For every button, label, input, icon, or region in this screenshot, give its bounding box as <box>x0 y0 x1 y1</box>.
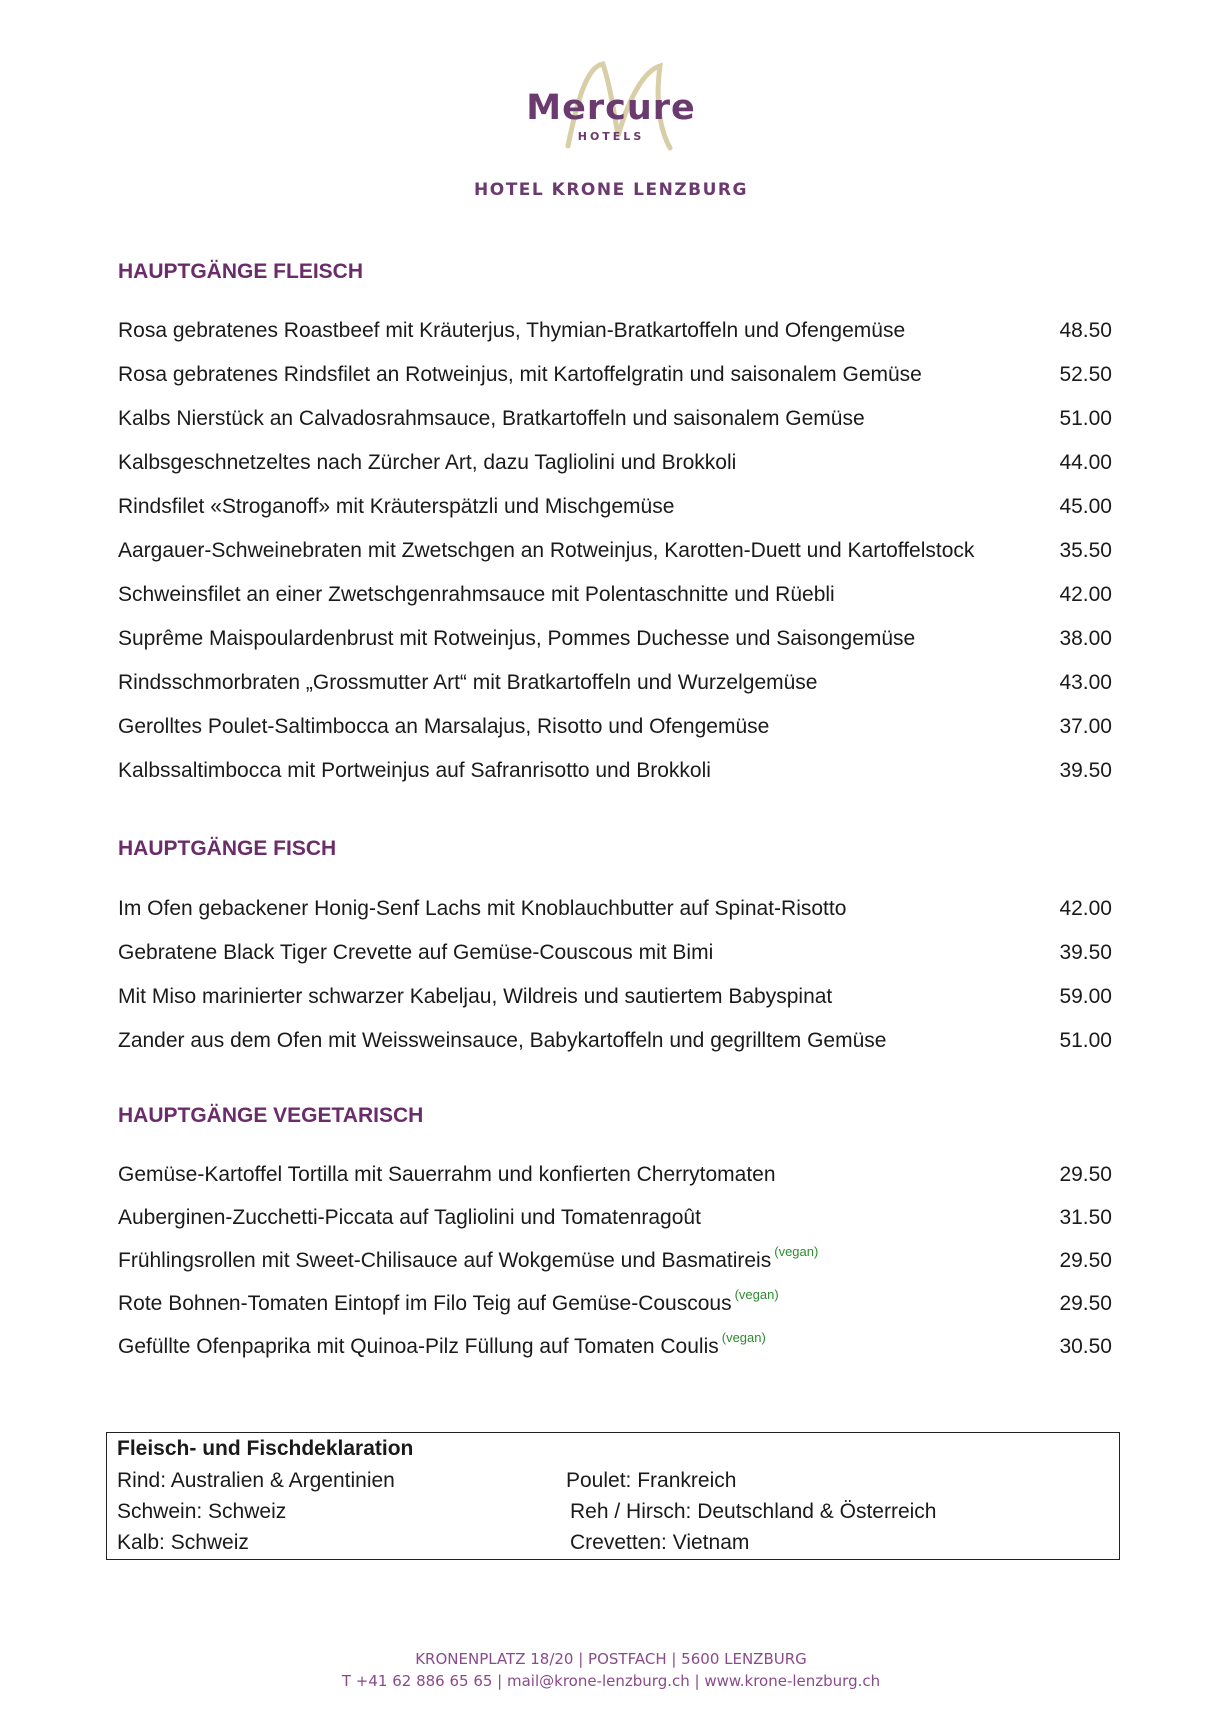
menu-item <box>118 897 1112 927</box>
dish-name: Rote Bohnen-Tomaten Eintopf im Filo Teig auf Gemüse-Couscous $^{(vegan)}$ <box>118 1287 779 1315</box>
menu-item <box>118 451 1112 481</box>
dish-name: Gemüse-Kartoffel Tortilla mit Sauerrahm und konfierten Cherrytomaten <box>118 1163 776 1186</box>
footer-address: KRONENPLATZ 18/20 | POSTFACH | 5600 LENZBURG <box>415 1650 807 1668</box>
declaration-item: Schwein: Schweiz <box>117 1500 287 1523</box>
dish-price: 29.50 <box>1059 1249 1112 1272</box>
origin-declaration-box <box>106 1432 1120 1560</box>
vegan-tag: (vegan) <box>721 1330 766 1345</box>
menu-item <box>118 671 1112 701</box>
declaration-title: Fleisch- und Fischdeklaration <box>117 1437 414 1460</box>
declaration-item: Reh / Hirsch: Deutschland & Österreich <box>570 1500 937 1523</box>
vegan-tag: (vegan) <box>734 1287 779 1302</box>
dish-price: 29.50 <box>1059 1163 1112 1186</box>
vegan-tag: (vegan) <box>774 1244 819 1259</box>
dish-price: 45.00 <box>1059 495 1112 518</box>
menu-item <box>118 1287 1112 1322</box>
dish-name: Gebratene Black Tiger Crevette auf Gemüse-Couscous mit Bimi <box>118 941 714 964</box>
section-title-fisch: HAUPTGÄNGE FISCH <box>118 837 337 860</box>
declaration-item: Crevetten: Vietnam <box>570 1531 750 1554</box>
dish-name: Suprême Maispoulardenbrust mit Rotweinjus, Pommes Duchesse und Saisongemüse <box>118 627 916 650</box>
declaration-item: Rind: Australien & Argentinien <box>117 1469 395 1492</box>
dish-price: 29.50 <box>1059 1292 1112 1315</box>
dish-name: Gerolltes Poulet-Saltimbocca an Marsalajus, Risotto und Ofengemüse <box>118 715 770 738</box>
dish-price: 44.00 <box>1059 451 1112 474</box>
dish-price: 37.00 <box>1059 715 1112 738</box>
hotel-logo <box>0 48 1222 158</box>
menu-item <box>118 759 1112 789</box>
dish-name: Rindsschmorbraten „Grossmutter Art“ mit Bratkartoffeln und Wurzelgemüse <box>118 671 818 694</box>
dish-name: Zander aus dem Ofen mit Weissweinsauce, Babykartoffeln und gegrilltem Gemüse <box>118 1029 887 1052</box>
dish-name: Kalbsgeschnetzeltes nach Zürcher Art, dazu Tagliolini und Brokkoli <box>118 451 737 474</box>
declaration-item: Kalb: Schweiz <box>117 1531 249 1554</box>
dish-price: 43.00 <box>1059 671 1112 694</box>
menu-item <box>118 1029 1112 1059</box>
footer-contact: T +41 62 886 65 65 | mail@krone-lenzburg.ch | www.krone-lenzburg.ch <box>341 1672 881 1690</box>
section-title-vegetarisch: HAUPTGÄNGE VEGETARISCH <box>118 1104 424 1127</box>
dish-price: 35.50 <box>1059 539 1112 562</box>
hotel-name: HOTEL KRONE LENZBURG <box>474 180 748 200</box>
dish-price: 31.50 <box>1059 1206 1112 1229</box>
menu-item <box>118 715 1112 745</box>
dish-name: Im Ofen gebackener Honig-Senf Lachs mit Knoblauchbutter auf Spinat-Risotto <box>118 897 847 920</box>
menu-item <box>118 1330 1112 1365</box>
dish-price: 39.50 <box>1059 759 1112 782</box>
dish-price: 59.00 <box>1059 985 1112 1008</box>
declaration-item: Poulet: Frankreich <box>566 1469 737 1492</box>
logo-wordmark: Mercure <box>526 88 696 128</box>
menu-item <box>118 941 1112 971</box>
dish-name: Aargauer-Schweinebraten mit Zwetschgen an Rotweinjus, Karotten-Duett und Kartoffelstock <box>118 539 975 562</box>
dish-name: Rosa gebratenes Roastbeef mit Kräuterjus, Thymian-Bratkartoffeln und Ofengemüse <box>118 319 906 342</box>
dish-price: 52.50 <box>1059 363 1112 386</box>
dish-price: 38.00 <box>1059 627 1112 650</box>
dish-price: 51.00 <box>1059 1029 1112 1052</box>
dish-price: 48.50 <box>1059 319 1112 342</box>
menu-item <box>118 363 1112 393</box>
dish-price: 30.50 <box>1059 1335 1112 1358</box>
dish-name: Gefüllte Ofenpaprika mit Quinoa-Pilz Füllung auf Tomaten Coulis $^{(vegan)}$ <box>118 1330 766 1358</box>
section-title-fleisch: HAUPTGÄNGE FLEISCH <box>118 260 364 283</box>
dish-name: Auberginen-Zucchetti-Piccata auf Tagliolini und Tomatenragoût <box>118 1206 701 1229</box>
dish-price: 39.50 <box>1059 941 1112 964</box>
dish-name: Rindsfilet «Stroganoff» mit Kräuterspätzli und Mischgemüse <box>118 495 675 518</box>
dish-name: Kalbssaltimbocca mit Portweinjus auf Safranrisotto und Brokkoli <box>118 759 711 782</box>
menu-item <box>118 583 1112 613</box>
dish-price: 51.00 <box>1059 407 1112 430</box>
menu-item <box>118 407 1112 437</box>
dish-price: 42.00 <box>1059 583 1112 606</box>
dish-price: 42.00 <box>1059 897 1112 920</box>
dish-name: Schweinsfilet an einer Zwetschgenrahmsauce mit Polentaschnitte und Rüebli <box>118 583 835 606</box>
dish-name: Kalbs Nierstück an Calvadosrahmsauce, Bratkartoffeln und saisonalem Gemüse <box>118 407 865 430</box>
menu-item <box>118 319 1112 349</box>
dish-name: Rosa gebratenes Rindsfilet an Rotweinjus, mit Kartoffelgratin und saisonalem Gemüse <box>118 363 922 386</box>
dish-name: Mit Miso marinierter schwarzer Kabeljau, Wildreis und sautiertem Babyspinat <box>118 985 833 1008</box>
menu-item <box>118 627 1112 657</box>
menu-item <box>118 1244 1112 1279</box>
menu-item <box>118 495 1112 525</box>
menu-item <box>118 539 1112 569</box>
logo-subtitle: HOTELS <box>577 130 645 143</box>
dish-name: Frühlingsrollen mit Sweet-Chilisauce auf Wokgemüse und Basmatireis $^{(vegan)}$ <box>118 1244 819 1272</box>
menu-item <box>118 1206 1112 1236</box>
menu-item <box>118 1163 1112 1193</box>
menu-item <box>118 985 1112 1015</box>
